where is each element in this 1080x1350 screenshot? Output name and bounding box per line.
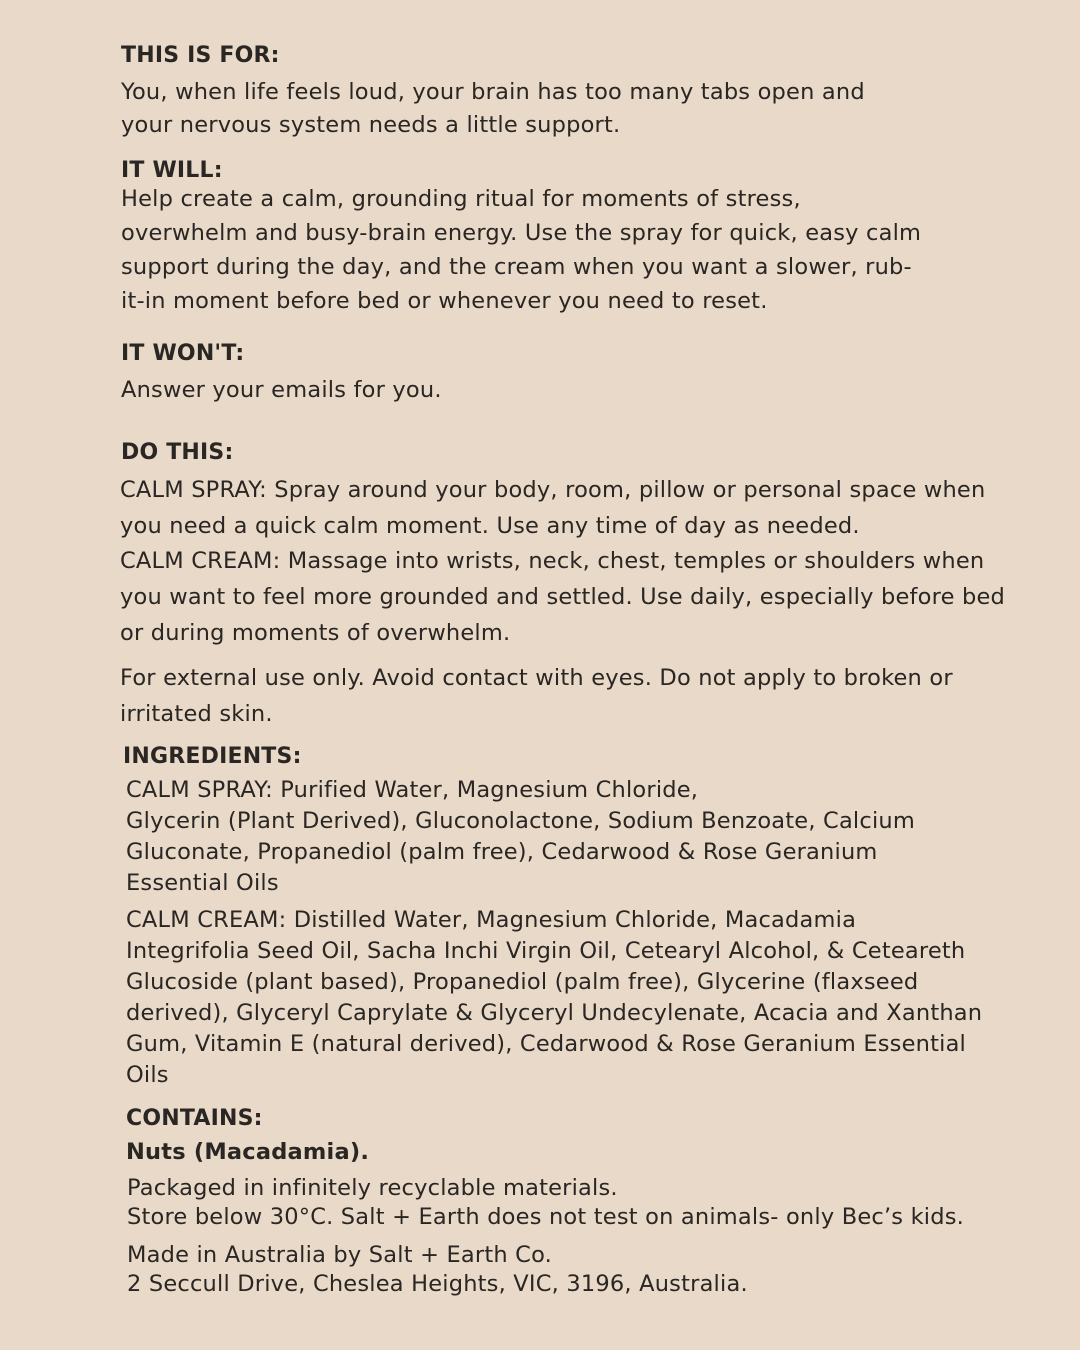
text-line: CALM SPRAY: Purified Water, Magnesium Chloride, [126, 777, 699, 803]
text-line: Glycerin (Plant Derived), Gluconolactone, Sodium Benzoate, Calcium [126, 808, 915, 834]
text-line: CALM CREAM: Massage into wrists, neck, chest, temples or shoulders when [120, 548, 985, 575]
it-wont-heading: IT WON'T: [121, 341, 245, 366]
text-line: Made in Australia by Salt + Earth Co. [127, 1242, 552, 1268]
do-this-text [120, 473, 1005, 652]
text-line: CALM CREAM: Distilled Water, Magnesium Chloride, Macadamia [126, 907, 857, 933]
usage-warning [120, 660, 953, 732]
text-line: you want to feel more grounded and settled. Use daily, especially before bed [120, 584, 1005, 611]
maker-address [127, 1241, 748, 1299]
this-is-for-heading: THIS IS FOR: [121, 43, 280, 68]
text-line: overwhelm and busy-brain energy. Use the spray for quick, easy calm [121, 220, 922, 246]
text-line: Answer your emails for you. [121, 377, 442, 403]
it-will-heading: IT WILL: [121, 158, 223, 183]
text-line: Glucoside (plant based), Propanediol (palm free), Glycerine (flaxseed [126, 969, 919, 995]
it-wont-text [121, 374, 442, 407]
text-line: 2 Seccull Drive, Cheslea Heights, VIC, 3196, Australia. [127, 1271, 748, 1297]
contains-heading: CONTAINS: [126, 1106, 263, 1131]
text-line: Store below 30°C. Salt + Earth does not test on animals- only Bec’s kids. [127, 1203, 965, 1230]
this-is-for-text [121, 76, 865, 142]
text-line: Gum, Vitamin E (natural derived), Cedarwood & Rose Geranium Essential [126, 1031, 967, 1057]
packaging-text [127, 1174, 964, 1231]
allergen-text: Nuts (Macadamia). [126, 1139, 370, 1165]
text-line: your nervous system needs a little support. [121, 112, 621, 138]
text-line: support during the day, and the cream when you want a slower, rub- [121, 254, 912, 280]
text-line: You, when life feels loud, your brain has too many tabs open and [121, 79, 865, 105]
text-line: Essential Oils [126, 870, 279, 896]
do-this-heading: DO THIS: [121, 440, 234, 465]
ingredients-heading: INGREDIENTS: [123, 744, 302, 769]
text-line: you need a quick calm moment. Use any time of day as needed. [120, 512, 860, 539]
ingredients-spray [126, 775, 915, 899]
text-line: CALM SPRAY: Spray around your body, room, pillow or personal space when [120, 477, 986, 503]
text-line: irritated skin. [120, 701, 273, 727]
text-line: Gluconate, Propanediol (palm free), Cedarwood & Rose Geranium [126, 839, 878, 865]
text-line: Integrifolia Seed Oil, Sacha Inchi Virgin Oil, Cetearyl Alcohol, & Ceteareth [126, 938, 966, 964]
text-line: For external use only. Avoid contact with eyes. Do not apply to broken or [120, 665, 953, 691]
text-line: Oils [126, 1062, 169, 1088]
text-line: Help create a calm, grounding ritual for moments of stress, [121, 186, 801, 212]
ingredients-cream [126, 905, 982, 1091]
it-will-text [121, 182, 921, 318]
text-line: derived), Glyceryl Caprylate & Glyceryl Undecylenate, Acacia and Xanthan [126, 1000, 983, 1026]
text-line: or during moments of overwhelm. [120, 619, 511, 646]
text-line: it-in moment before bed or whenever you need to reset. [121, 288, 768, 314]
text-line: Packaged in infinitely recyclable materials. [127, 1175, 618, 1201]
